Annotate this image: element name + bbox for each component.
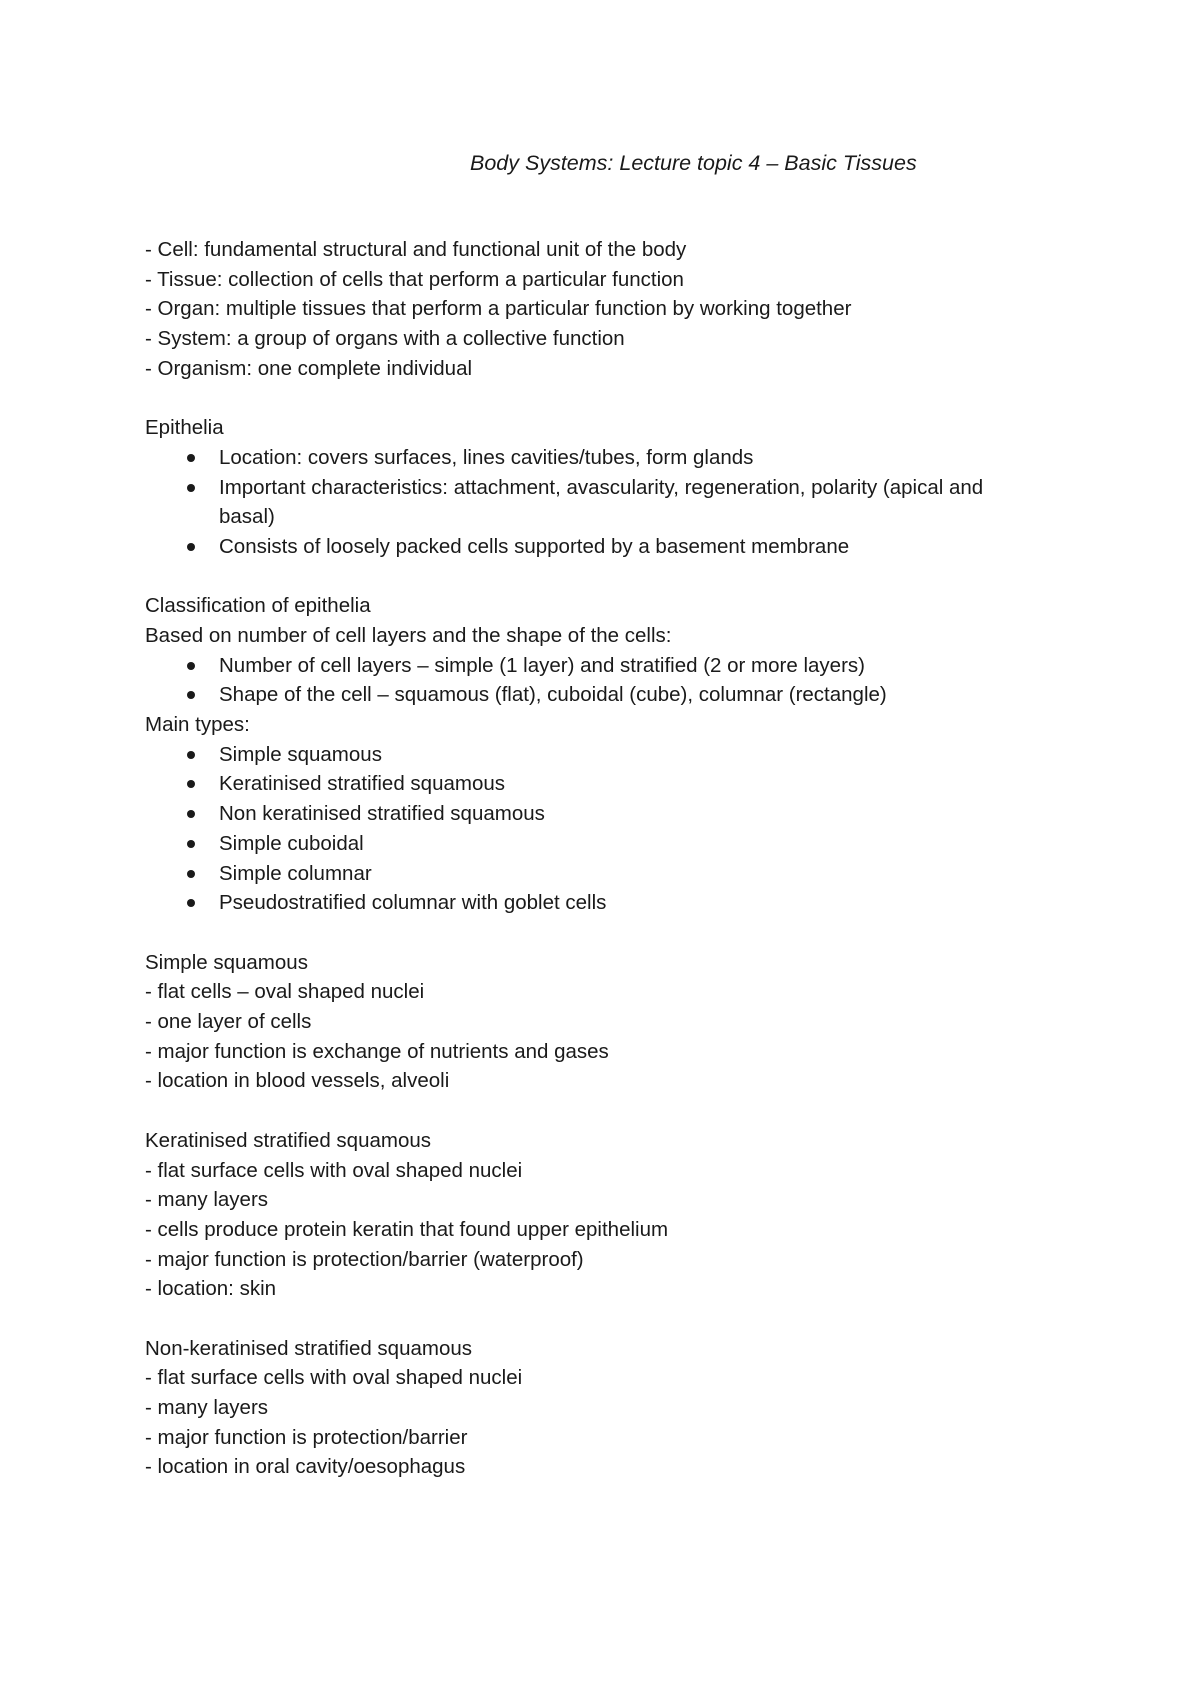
bullet-icon <box>187 780 195 788</box>
paragraph-gap <box>145 1096 1075 1126</box>
bullet-item <box>145 473 1075 532</box>
bullet-text: Shape of the cell – squamous (flat), cuboidal (cube), columnar (rectangle) <box>219 683 887 707</box>
definition-line: - Tissue: collection of cells that perform a particular function <box>145 267 684 291</box>
bullet-item <box>145 888 1075 918</box>
bullet-item <box>145 680 1075 710</box>
detail-line: - one layer of cells <box>145 1010 312 1034</box>
section-heading-epithelia: Epithelia <box>145 416 224 440</box>
detail-line: - major function is protection/barrier (waterproof) <box>145 1247 584 1271</box>
bullet-icon <box>187 691 195 699</box>
bullet-text: Non keratinised stratified squamous <box>219 802 545 826</box>
detail-line: - major function is exchange of nutrients and gases <box>145 1039 609 1063</box>
section-heading-keratinised: Keratinised stratified squamous <box>145 1128 432 1152</box>
definition-line: - System: a group of organs with a collective function <box>145 327 625 351</box>
bullet-item <box>145 829 1075 859</box>
bullet-item <box>145 651 1075 681</box>
detail-line: - location in blood vessels, alveoli <box>145 1069 450 1093</box>
detail-line: - location in oral cavity/oesophagus <box>145 1455 466 1479</box>
paragraph-gap <box>145 918 1075 948</box>
document-body <box>145 235 1075 1482</box>
detail-line: - flat cells – oval shaped nuclei <box>145 980 425 1004</box>
bullet-icon <box>187 543 195 551</box>
bullet-text: Keratinised stratified squamous <box>219 772 506 796</box>
bullet-item <box>145 859 1075 889</box>
section-heading-classification: Classification of epithelia <box>145 594 371 618</box>
bullet-icon <box>187 810 195 818</box>
bullet-item <box>145 799 1075 829</box>
detail-line: - many layers <box>145 1188 269 1212</box>
bullet-text: Simple squamous <box>219 742 382 766</box>
bullet-icon <box>187 484 195 492</box>
bullet-item <box>145 532 1075 562</box>
detail-line: - location: skin <box>145 1277 277 1301</box>
definition-line: - Organ: multiple tissues that perform a particular function by working together <box>145 297 852 321</box>
bullet-icon <box>187 870 195 878</box>
bullet-text: Important characteristics: attachment, avascularity, regeneration, polarity (apical and basal) <box>219 475 984 529</box>
paragraph-gap <box>145 383 1075 413</box>
bullet-text: Consists of loosely packed cells supported by a basement membrane <box>219 534 850 558</box>
bullet-icon <box>187 751 195 759</box>
main-types-label: Main types: <box>145 713 250 737</box>
detail-line: - major function is protection/barrier <box>145 1425 468 1449</box>
section-heading-non-keratinised: Non-keratinised stratified squamous <box>145 1336 473 1360</box>
bullet-text: Number of cell layers – simple (1 layer) and stratified (2 or more layers) <box>219 653 865 677</box>
bullet-text: Simple cuboidal <box>219 831 364 855</box>
detail-line: - flat surface cells with oval shaped nuclei <box>145 1366 523 1390</box>
definition-line: - Cell: fundamental structural and functional unit of the body <box>145 238 687 261</box>
bullet-icon <box>187 899 195 907</box>
bullet-icon <box>187 840 195 848</box>
bullet-item <box>145 443 1075 473</box>
bullet-item <box>145 769 1075 799</box>
bullet-text: Location: covers surfaces, lines cavities/tubes, form glands <box>219 445 754 469</box>
detail-line: - cells produce protein keratin that found upper epithelium <box>145 1217 669 1241</box>
page-title: Body Systems: Lecture topic 4 – Basic Tissues <box>470 151 917 175</box>
paragraph-gap <box>145 562 1075 592</box>
bullet-text: Simple columnar <box>219 861 372 885</box>
bullet-text: Pseudostratified columnar with goblet cells <box>219 891 607 915</box>
bullet-icon <box>187 454 195 462</box>
bullet-item <box>145 740 1075 770</box>
definition-line: - Organism: one complete individual <box>145 356 473 380</box>
detail-line: - many layers <box>145 1396 269 1419</box>
paragraph-gap <box>145 1304 1075 1334</box>
section-heading-simple-squamous: Simple squamous <box>145 950 308 974</box>
detail-line: - flat surface cells with oval shaped nuclei <box>145 1158 523 1182</box>
bullet-icon <box>187 662 195 670</box>
classification-intro: Based on number of cell layers and the shape of the cells: <box>145 624 672 647</box>
